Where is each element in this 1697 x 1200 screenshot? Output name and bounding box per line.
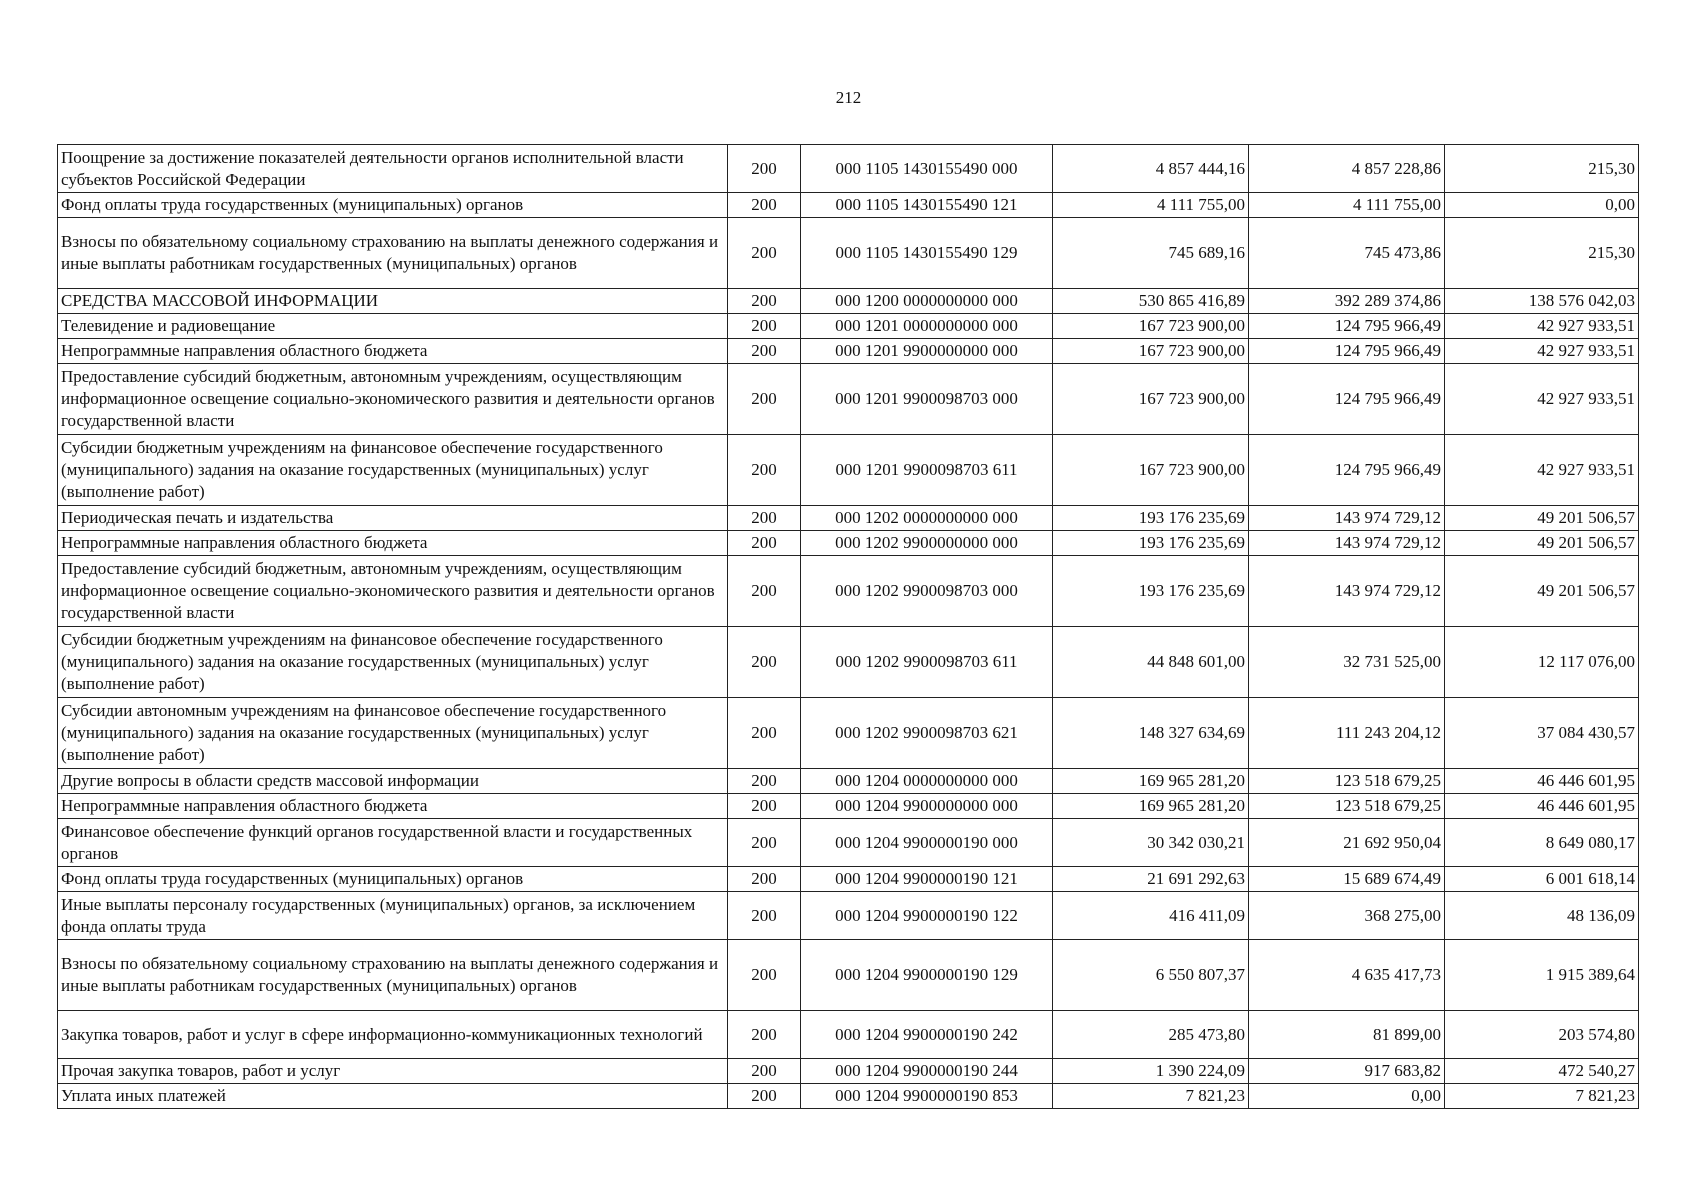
row-unexecuted-cell: 46 446 601,95 [1445,794,1639,819]
row-code-cell: 200 [728,218,801,289]
row-unexecuted-cell: 12 117 076,00 [1445,627,1639,698]
row-unexecuted-cell: 42 927 933,51 [1445,339,1639,364]
row-executed-cell: 124 795 966,49 [1249,339,1445,364]
row-name-cell: Субсидии автономным учреждениям на финансовое обеспечение государственного (муниципального) задания на оказание государственных (муниципальных) услуг (выполнение работ) [58,698,728,769]
row-unexecuted-cell: 46 446 601,95 [1445,769,1639,794]
row-code-cell: 200 [728,531,801,556]
row-code-cell: 200 [728,145,801,193]
row-kbk-cell: 000 1204 9900000190 121 [801,867,1053,892]
row-unexecuted-cell: 0,00 [1445,193,1639,218]
row-name-cell: Предоставление субсидий бюджетным, автономным учреждениям, осуществляющим информационное освещение социально-экономического развития и деятельности органов государственной власти [58,556,728,627]
row-code-cell: 200 [728,892,801,940]
row-code-cell: 200 [728,556,801,627]
row-approved-cell: 745 689,16 [1053,218,1249,289]
row-kbk-cell: 000 1204 9900000190 853 [801,1084,1053,1109]
row-executed-cell: 143 974 729,12 [1249,556,1445,627]
table-row [58,435,1639,506]
row-executed-cell: 111 243 204,12 [1249,698,1445,769]
table-row [58,867,1639,892]
row-unexecuted-cell: 49 201 506,57 [1445,531,1639,556]
row-executed-cell: 368 275,00 [1249,892,1445,940]
table-row [58,531,1639,556]
row-name-cell: Иные выплаты персоналу государственных (муниципальных) органов, за исключением фонда оплаты труда [58,892,728,940]
row-name-cell: Непрограммные направления областного бюджета [58,339,728,364]
row-name-cell: Закупка товаров, работ и услуг в сфере информационно-коммуникационных технологий [58,1011,728,1059]
table-row [58,819,1639,867]
row-code-cell: 200 [728,364,801,435]
row-approved-cell: 167 723 900,00 [1053,435,1249,506]
row-name-cell: Финансовое обеспечение функций органов государственной власти и государственных органов [58,819,728,867]
row-unexecuted-cell: 42 927 933,51 [1445,314,1639,339]
row-approved-cell: 30 342 030,21 [1053,819,1249,867]
table-row [58,193,1639,218]
row-name-cell: Периодическая печать и издательства [58,506,728,531]
row-kbk-cell: 000 1204 9900000190 244 [801,1059,1053,1084]
row-unexecuted-cell: 215,30 [1445,145,1639,193]
row-executed-cell: 4 111 755,00 [1249,193,1445,218]
row-approved-cell: 193 176 235,69 [1053,506,1249,531]
row-name-cell: Субсидии бюджетным учреждениям на финансовое обеспечение государственного (муниципального) задания на оказание государственных (муниципальных) услуг (выполнение работ) [58,435,728,506]
row-approved-cell: 44 848 601,00 [1053,627,1249,698]
table-row [58,769,1639,794]
row-executed-cell: 32 731 525,00 [1249,627,1445,698]
row-unexecuted-cell: 42 927 933,51 [1445,364,1639,435]
row-executed-cell: 124 795 966,49 [1249,435,1445,506]
row-unexecuted-cell: 203 574,80 [1445,1011,1639,1059]
row-approved-cell: 7 821,23 [1053,1084,1249,1109]
row-name-cell: Уплата иных платежей [58,1084,728,1109]
row-unexecuted-cell: 48 136,09 [1445,892,1639,940]
row-name-cell: Взносы по обязательному социальному страхованию на выплаты денежного содержания и иные выплаты работникам государственных (муниципальных) органов [58,940,728,1011]
row-kbk-cell: 000 1204 9900000000 000 [801,794,1053,819]
row-code-cell: 200 [728,314,801,339]
row-unexecuted-cell: 42 927 933,51 [1445,435,1639,506]
row-approved-cell: 6 550 807,37 [1053,940,1249,1011]
row-executed-cell: 917 683,82 [1249,1059,1445,1084]
row-code-cell: 200 [728,1059,801,1084]
row-name-cell: Непрограммные направления областного бюджета [58,794,728,819]
row-executed-cell: 4 857 228,86 [1249,145,1445,193]
row-name-cell: Фонд оплаты труда государственных (муниципальных) органов [58,193,728,218]
row-code-cell: 200 [728,940,801,1011]
row-approved-cell: 167 723 900,00 [1053,364,1249,435]
row-executed-cell: 123 518 679,25 [1249,769,1445,794]
row-code-cell: 200 [728,819,801,867]
table-row [58,1084,1639,1109]
row-executed-cell: 143 974 729,12 [1249,506,1445,531]
row-unexecuted-cell: 8 649 080,17 [1445,819,1639,867]
row-kbk-cell: 000 1200 0000000000 000 [801,289,1053,314]
row-approved-cell: 167 723 900,00 [1053,339,1249,364]
row-executed-cell: 745 473,86 [1249,218,1445,289]
row-executed-cell: 124 795 966,49 [1249,314,1445,339]
row-kbk-cell: 000 1204 9900000190 000 [801,819,1053,867]
row-approved-cell: 167 723 900,00 [1053,314,1249,339]
row-unexecuted-cell: 49 201 506,57 [1445,506,1639,531]
table-row [58,1011,1639,1059]
row-kbk-cell: 000 1201 0000000000 000 [801,314,1053,339]
row-approved-cell: 1 390 224,09 [1053,1059,1249,1084]
row-name-cell: Предоставление субсидий бюджетным, автономным учреждениям, осуществляющим информационное освещение социально-экономического развития и деятельности органов государственной власти [58,364,728,435]
row-unexecuted-cell: 1 915 389,64 [1445,940,1639,1011]
row-kbk-cell: 000 1201 9900098703 000 [801,364,1053,435]
row-kbk-cell: 000 1201 9900000000 000 [801,339,1053,364]
row-code-cell: 200 [728,339,801,364]
row-executed-cell: 4 635 417,73 [1249,940,1445,1011]
row-approved-cell: 169 965 281,20 [1053,794,1249,819]
row-kbk-cell: 000 1202 0000000000 000 [801,506,1053,531]
row-kbk-cell: 000 1105 1430155490 121 [801,193,1053,218]
row-code-cell: 200 [728,289,801,314]
table-row [58,506,1639,531]
row-kbk-cell: 000 1204 9900000190 129 [801,940,1053,1011]
table-row [58,314,1639,339]
row-kbk-cell: 000 1202 9900098703 000 [801,556,1053,627]
row-approved-cell: 169 965 281,20 [1053,769,1249,794]
row-executed-cell: 0,00 [1249,1084,1445,1109]
row-kbk-cell: 000 1201 9900098703 611 [801,435,1053,506]
row-kbk-cell: 000 1202 9900098703 611 [801,627,1053,698]
row-approved-cell: 193 176 235,69 [1053,556,1249,627]
table-row [58,1059,1639,1084]
table-row [58,698,1639,769]
table-row [58,892,1639,940]
table-row [58,794,1639,819]
row-unexecuted-cell: 7 821,23 [1445,1084,1639,1109]
table-row [58,627,1639,698]
row-approved-cell: 4 857 444,16 [1053,145,1249,193]
table-row [58,556,1639,627]
row-code-cell: 200 [728,506,801,531]
row-executed-cell: 81 899,00 [1249,1011,1445,1059]
row-name-cell: Прочая закупка товаров, работ и услуг [58,1059,728,1084]
row-approved-cell: 416 411,09 [1053,892,1249,940]
row-approved-cell: 193 176 235,69 [1053,531,1249,556]
row-executed-cell: 124 795 966,49 [1249,364,1445,435]
table-row [58,339,1639,364]
row-name-cell: Взносы по обязательному социальному страхованию на выплаты денежного содержания и иные выплаты работникам государственных (муниципальных) органов [58,218,728,289]
row-code-cell: 200 [728,698,801,769]
row-kbk-cell: 000 1202 9900098703 621 [801,698,1053,769]
row-kbk-cell: 000 1105 1430155490 000 [801,145,1053,193]
row-name-cell: Поощрение за достижение показателей деятельности органов исполнительной власти субъектов Российской Федерации [58,145,728,193]
row-approved-cell: 21 691 292,63 [1053,867,1249,892]
row-name-cell: Непрограммные направления областного бюджета [58,531,728,556]
row-code-cell: 200 [728,794,801,819]
table-row [58,289,1639,314]
row-approved-cell: 530 865 416,89 [1053,289,1249,314]
row-executed-cell: 143 974 729,12 [1249,531,1445,556]
row-executed-cell: 123 518 679,25 [1249,794,1445,819]
row-code-cell: 200 [728,435,801,506]
row-kbk-cell: 000 1204 0000000000 000 [801,769,1053,794]
row-name-cell: Другие вопросы в области средств массовой информации [58,769,728,794]
row-unexecuted-cell: 6 001 618,14 [1445,867,1639,892]
row-code-cell: 200 [728,1011,801,1059]
row-name-cell: СРЕДСТВА МАССОВОЙ ИНФОРМАЦИИ [58,289,728,314]
row-code-cell: 200 [728,627,801,698]
table-row [58,940,1639,1011]
row-name-cell: Субсидии бюджетным учреждениям на финансовое обеспечение государственного (муниципального) задания на оказание государственных (муниципальных) услуг (выполнение работ) [58,627,728,698]
table-row [58,218,1639,289]
row-unexecuted-cell: 215,30 [1445,218,1639,289]
row-code-cell: 200 [728,1084,801,1109]
row-code-cell: 200 [728,193,801,218]
table-row [58,145,1639,193]
page-number: 212 [835,88,862,107]
row-code-cell: 200 [728,769,801,794]
row-kbk-cell: 000 1204 9900000190 242 [801,1011,1053,1059]
row-unexecuted-cell: 472 540,27 [1445,1059,1639,1084]
row-approved-cell: 148 327 634,69 [1053,698,1249,769]
row-executed-cell: 15 689 674,49 [1249,867,1445,892]
row-unexecuted-cell: 49 201 506,57 [1445,556,1639,627]
row-executed-cell: 392 289 374,86 [1249,289,1445,314]
row-unexecuted-cell: 37 084 430,57 [1445,698,1639,769]
row-unexecuted-cell: 138 576 042,03 [1445,289,1639,314]
row-executed-cell: 21 692 950,04 [1249,819,1445,867]
row-kbk-cell: 000 1202 9900000000 000 [801,531,1053,556]
table-row [58,364,1639,435]
row-kbk-cell: 000 1204 9900000190 122 [801,892,1053,940]
row-name-cell: Фонд оплаты труда государственных (муниципальных) органов [58,867,728,892]
row-name-cell: Телевидение и радиовещание [58,314,728,339]
row-approved-cell: 285 473,80 [1053,1011,1249,1059]
row-code-cell: 200 [728,867,801,892]
row-kbk-cell: 000 1105 1430155490 129 [801,218,1053,289]
budget-execution-table [57,144,1639,1109]
row-approved-cell: 4 111 755,00 [1053,193,1249,218]
